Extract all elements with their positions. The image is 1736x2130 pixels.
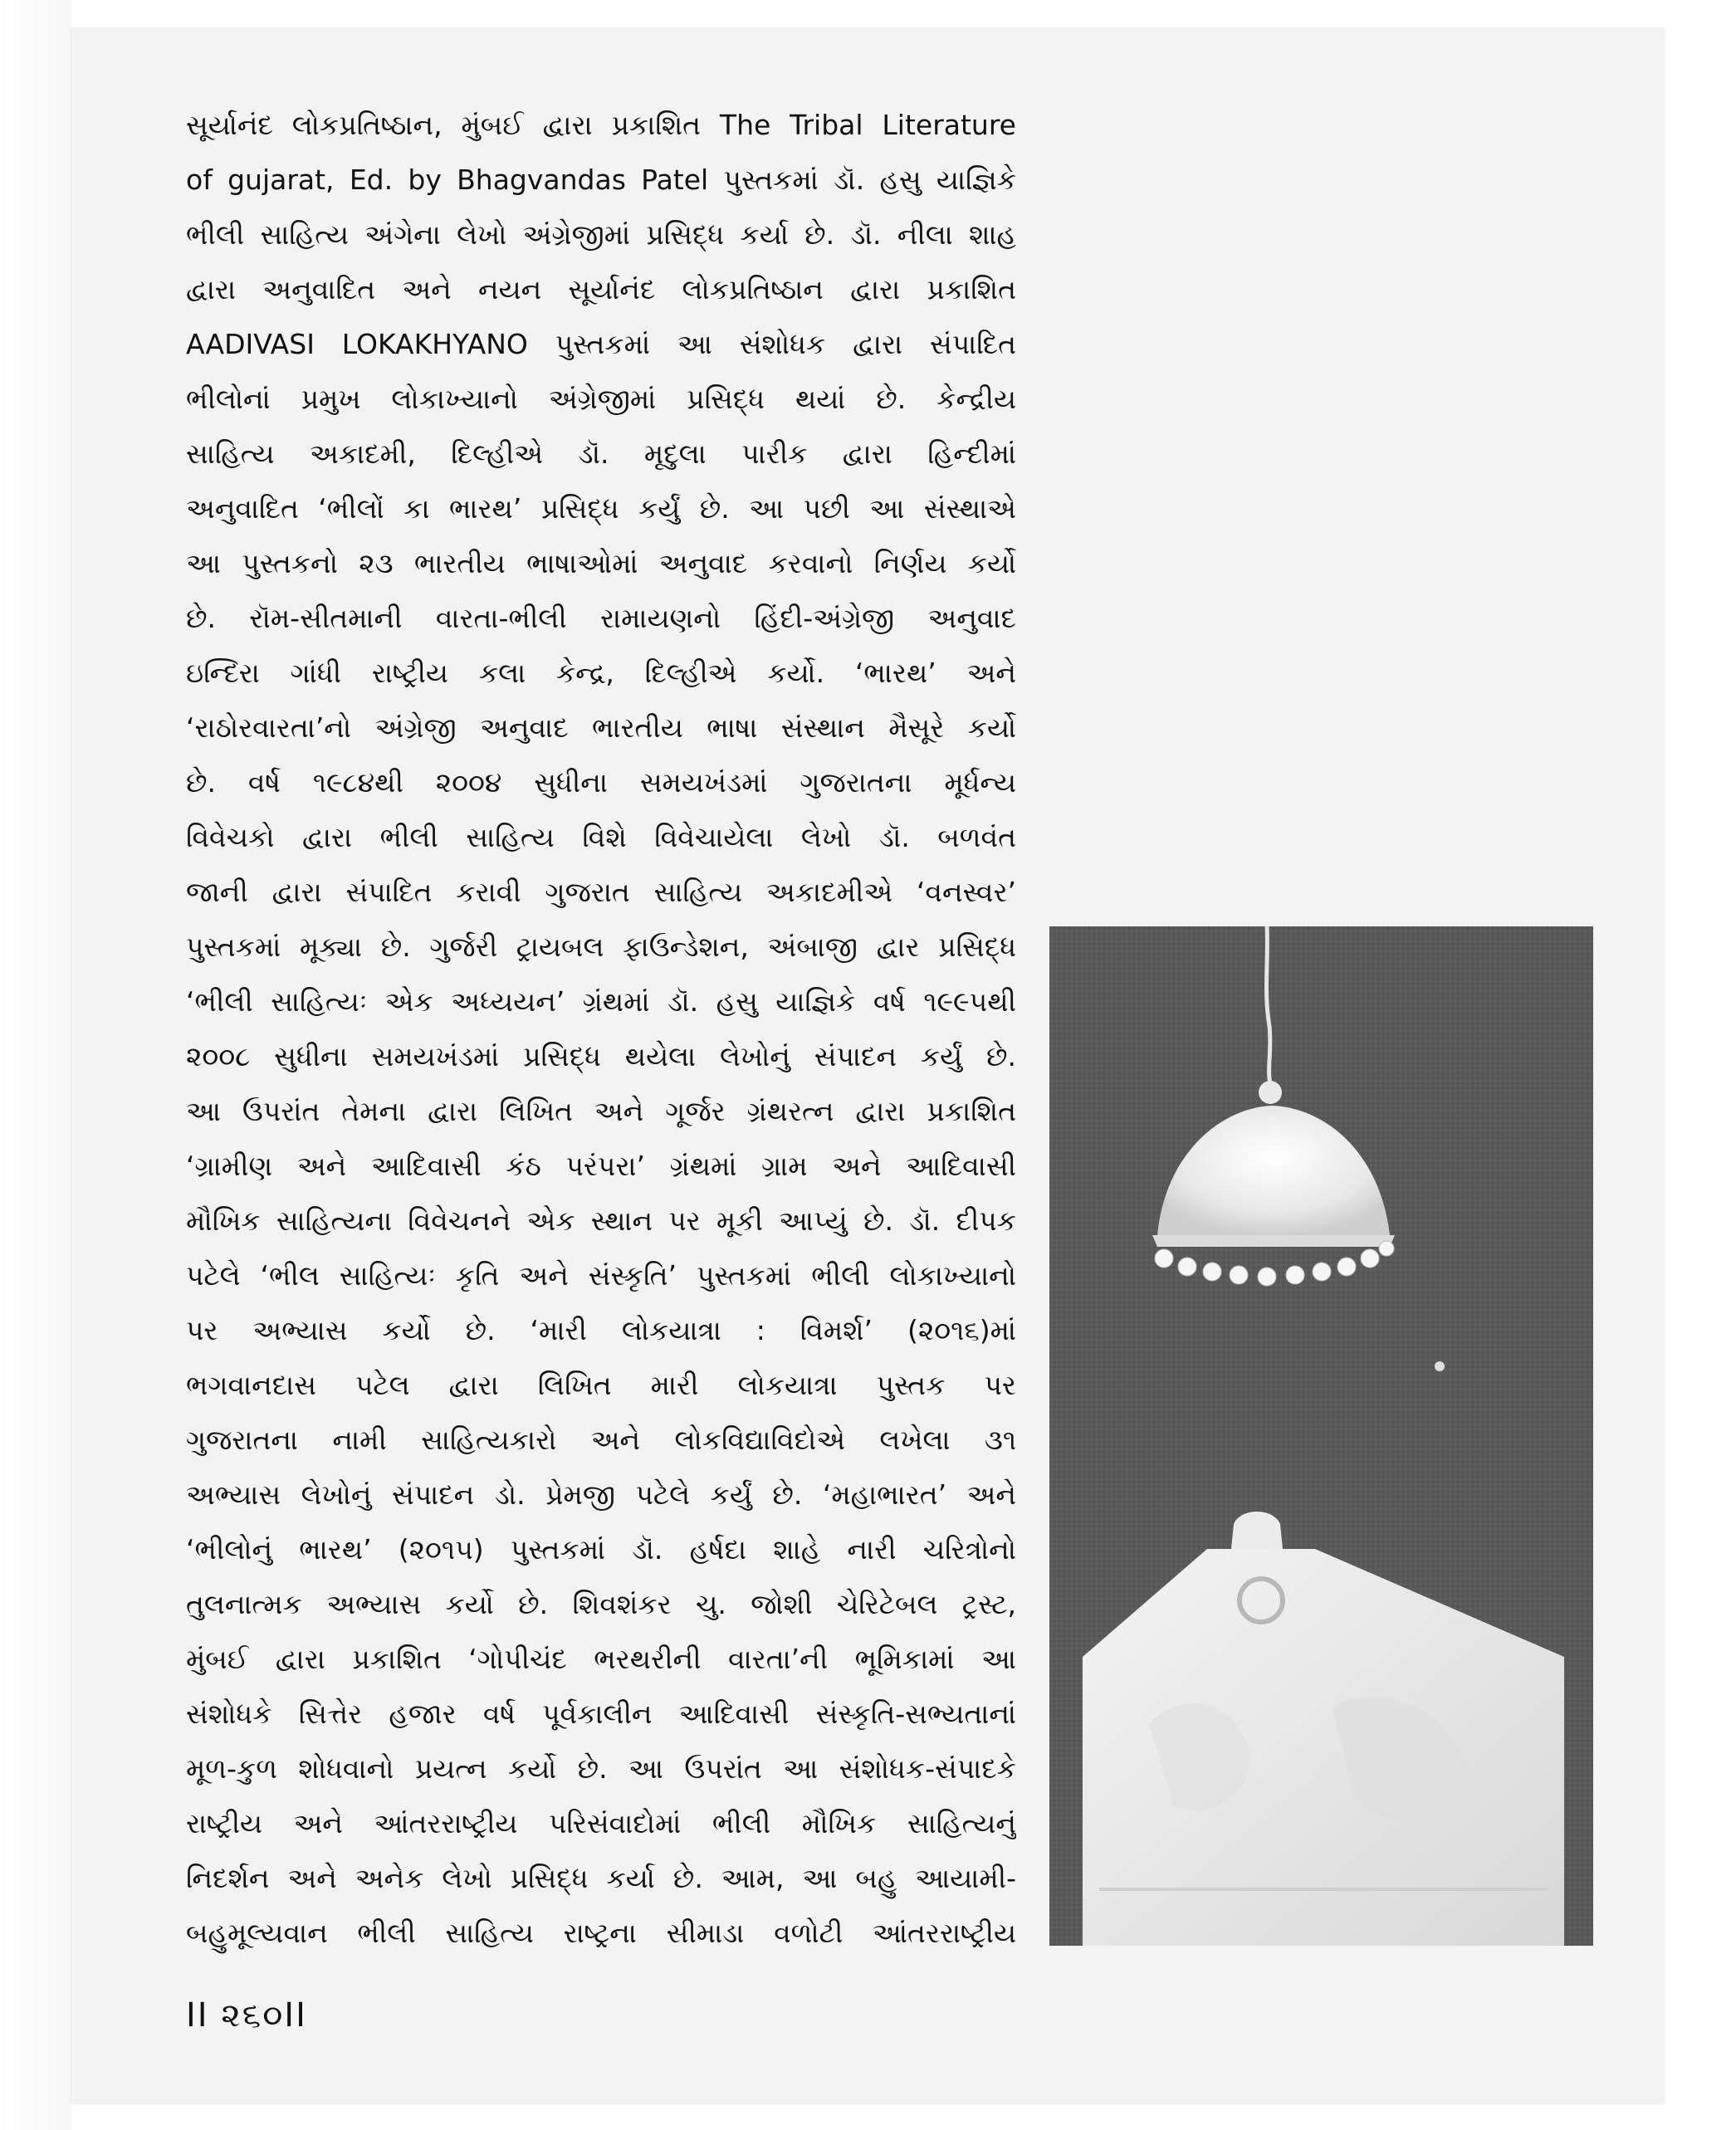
- text-line: ભીલી સાહિત્ય અંગેના લેખો અંગ્રેજીમાં પ્રસિદ્ધ કર્યા છે. ડૉ. નીલા શાહ: [186, 218, 1016, 251]
- text-line: અનુવાદિત ‘ભીલોં કા ભારથ’ પ્રસિદ્ધ કર્યું છે. આ પછી આ સંસ્થાએ: [186, 492, 1016, 525]
- text-line: સૂર્યાનંદ લોકપ્રતિષ્ઠાન, મુંબઈ દ્વારા પ્રકાશિત The Tribal Literature: [186, 109, 1016, 141]
- text-line: ૨૦૦૮ સુધીના સમયખંડમાં પ્રસિદ્ધ થયેલા લેખોનું સંપાદન કર્યું છે.: [186, 1040, 1016, 1072]
- page-number: II ૨૬૦II: [186, 1996, 307, 2035]
- text-line: તુલનાત્મક અભ્યાસ કર્યો છે. શિવશંકર ચુ. જોશી ચેરિટેબલ ટ્રસ્ટ,: [186, 1588, 1016, 1620]
- scan-margin: [0, 0, 71, 2130]
- text-line: આ પુસ્તકનો ૨૩ ભારતીય ભાષાઓમાં અનુવાદ કરવાનો નિર્ણય કર્યો: [186, 547, 1016, 579]
- text-line: AADIVASI LOKAKHYANO પુસ્તકમાં આ સંશોધક દ્વારા સંપાદિત: [186, 328, 1016, 360]
- text-line: પુસ્તકમાં મૂક્યા છે. ગુર્જરી ટ્રાયબલ ફાઉન્ડેશન, અંબાજી દ્વાર પ્રસિદ્ધ: [186, 931, 1016, 963]
- text-line: રાષ્ટ્રીય અને આંતરરાષ્ટ્રીય પરિસંવાદોમાં ભીલી મૌખિક સાહિત્યનું: [186, 1807, 1016, 1839]
- text-line: મૂળ-કુળ શોધવાનો પ્રયત્ન કર્યો છે. આ ઉપરાંત આ સંશોધક-સંપાદકે: [186, 1752, 1016, 1785]
- text-line: ગુજરાતના નામી સાહિત્યકારો અને લોકવિદ્યાવિદોએ લખેલા ૩૧: [186, 1424, 1016, 1456]
- jewelry-photo: [1049, 926, 1593, 1946]
- text-line: સાહિત્ય અકાદમી, દિલ્હીએ ડૉ. મૃદુલા પારીક દ્વારા હિન્દીમાં: [186, 437, 1016, 470]
- text-line: અભ્યાસ લેખોનું સંપાદન ડો. પ્રેમજી પટેલે કર્યું છે. ‘મહાભારત’ અને: [186, 1478, 1016, 1511]
- text-line: પર અભ્યાસ કર્યો છે. ‘મારી લોકયાત્રા : વિમર્શ’ (૨૦૧૬)માં: [186, 1314, 1016, 1346]
- bead: [1435, 1361, 1445, 1371]
- jewelry-photo-artwork: [1049, 926, 1593, 1946]
- text-line: જાની દ્વારા સંપાદિત કરાવી ગુજરાત સાહિત્ય અકાદમીએ ‘વનસ્વર’: [186, 876, 1016, 908]
- text-line: of gujarat, Ed. by Bhagvandas Patel પુસ્તકમાં ડૉ. હસુ યાજ્ઞિકે: [186, 164, 1016, 196]
- jhumka-hook: [1259, 1081, 1282, 1104]
- text-line: નિદર્શન અને અનેક લેખો પ્રસિદ્ધ કર્યા છે. આમ, આ બહુ આયામી-: [186, 1862, 1016, 1894]
- text-line: મૌખિક સાહિત્યના વિવેચનને એક સ્થાન પર મૂકી આપ્યું છે. ડૉ. દીપક: [186, 1204, 1016, 1237]
- text-line: ભીલોનાં પ્રમુખ લોકાખ્યાનો અંગ્રેજીમાં પ્રસિદ્ધ થયાં છે. કેન્દ્રીય: [186, 383, 1016, 415]
- text-line: છે. વર્ષ ૧૯૮૪થી ૨૦૦૪ સુધીના સમયખંડમાં ગુજરાતના મૂર્ધન્ય: [186, 766, 1016, 799]
- text-line: પટેલે ‘ભીલ સાહિત્યઃ કૃતિ અને સંસ્કૃતિ’ પુસ્તકમાં ભીલી લોકાખ્યાનો: [186, 1259, 1016, 1292]
- body-text: [186, 98, 1016, 1961]
- text-line: મુંબઈ દ્વારા પ્રકાશિત ‘ગોપીચંદ ભરથરીની વારતા’ની ભૂમિકામાં આ: [186, 1643, 1016, 1675]
- text-line: વિવેચકો દ્વારા ભીલી સાહિત્ય વિશે વિવેચાયેલા લેખો ડૉ. બળવંત: [186, 821, 1016, 853]
- text-line: દ્વારા અનુવાદિત અને નયન સૂર્યાનંદ લોકપ્રતિષ્ઠાન દ્વારા પ્રકાશિત: [186, 273, 1016, 305]
- text-line: ‘ગ્રામીણ અને આદિવાસી કંઠ પરંપરા’ ગ્રંથમાં ગ્રામ અને આદિવાસી: [186, 1150, 1016, 1182]
- text-line: સંશોધકે સિત્તેર હજાર વર્ષ પૂર્વકાલીન આદિવાસી સંસ્કૃતિ-સભ્યતાનાં: [186, 1698, 1016, 1730]
- text-line: ‘રાઠોરવારતા’નો અંગ્રેજી અનુવાદ ભારતીય ભાષા સંસ્થાન મૈસૂરે કર્યો: [186, 711, 1016, 744]
- text-line: છે. રૉમ-સીતમાની વારતા-ભીલી રામાયણનો હિંદી-અંગ્રેજી અનુવાદ: [186, 602, 1016, 634]
- text-line: ભગવાનદાસ પટેલ દ્વારા લિખિત મારી લોકયાત્રા પુસ્તક પર: [186, 1369, 1016, 1401]
- text-line: આ ઉપરાંત તેમના દ્વારા લિખિત અને ગૂર્જર ગ્રંથરત્ન દ્વારા પ્રકાશિત: [186, 1095, 1016, 1127]
- text-line: ‘ભીલોનું ભારથ’ (૨૦૧૫) પુસ્તકમાં ડૉ. હર્ષદા શાહે નારી ચરિત્રોનો: [186, 1533, 1016, 1566]
- text-line: ઇન્દિરા ગાંધી રાષ્ટ્રીય કલા કેન્દ્ર, દિલ્હીએ કર્યો. ‘ભારથ’ અને: [186, 657, 1016, 689]
- text-line: ‘ભીલી સાહિત્યઃ એક અધ્યયન’ ગ્રંથમાં ડૉ. હસુ યાજ્ઞિકે વર્ષ ૧૯૯૫થી: [186, 985, 1016, 1018]
- text-line: બહુમૂલ્યવાન ભીલી સાહિત્ય રાષ્ટ્રના સીમાડા વળોટી આંતરરાષ્ટ્રીય: [186, 1917, 1016, 1949]
